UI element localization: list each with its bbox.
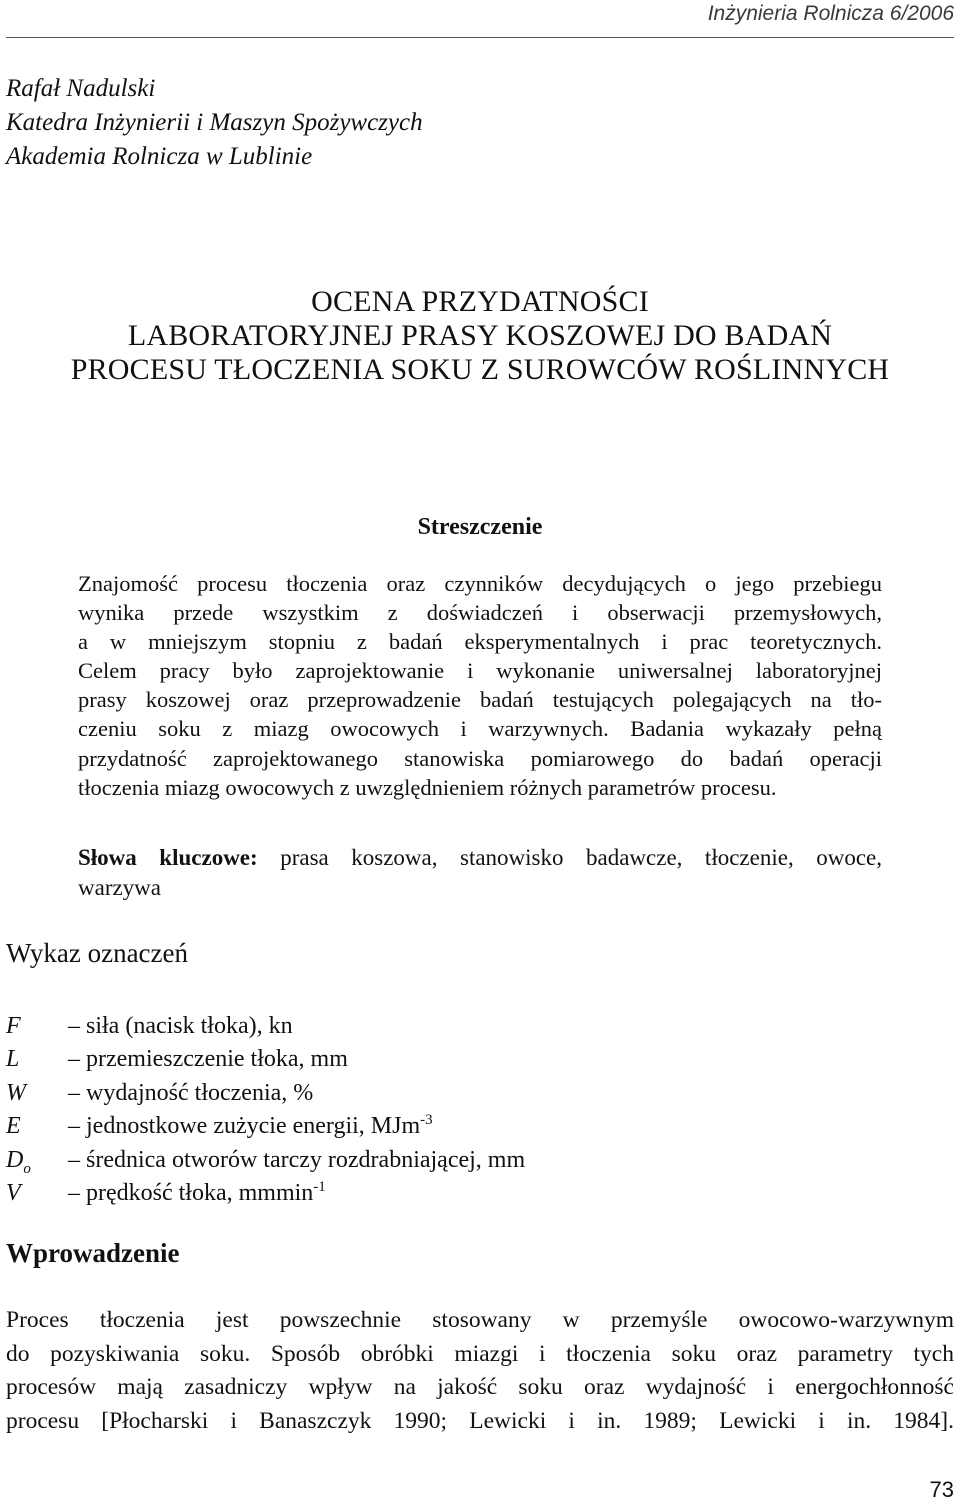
- notation-item: [6, 1171, 326, 1204]
- introduction-heading: Wprowadzenie: [6, 1238, 180, 1268]
- notation-heading: Wykaz oznaczeń: [6, 938, 188, 968]
- keywords-line-1: [78, 843, 882, 873]
- notation-definition: – średnica otworów tarczy rozdrabniającej, mm: [68, 1147, 526, 1173]
- keywords-list: prasa koszowa, stanowisko badawcze, tłoczenie, owoce,: [257, 845, 882, 870]
- abstract-line: czeniu soku z miazg owocowych i warzywnych. Badania wykazały pełną: [78, 716, 882, 742]
- abstract-body: [78, 569, 882, 802]
- introduction-line: Proces tłoczenia jest powszechnie stosowany w przemyśle owocowo-warzywnym: [6, 1307, 954, 1333]
- keywords-label: Słowa kluczowe:: [78, 845, 258, 870]
- notation-symbol: W: [6, 1080, 26, 1106]
- notation-item: [6, 1004, 293, 1037]
- abstract-line: a w mniejszym stopniu z badań eksperymentalnych i prac teoretycznych.: [78, 629, 882, 655]
- paper-title-line-1: OCENA PRZYDATNOŚCI: [311, 285, 649, 318]
- notation-item: [6, 1037, 348, 1070]
- notation-symbol: F: [6, 1013, 21, 1039]
- abstract-line: Celem pracy było zaprojektowanie i wykonanie uniwersalnej laboratoryjnej: [78, 658, 882, 684]
- notation-symbol: $D_o$: [6, 1147, 31, 1177]
- introduction-body: [6, 1304, 954, 1438]
- notation-definition: – siła (nacisk tłoka), kn: [68, 1013, 293, 1039]
- abstract-line: Znajomość procesu tłoczenia oraz czynników decydujących o jego przebiegu: [78, 571, 882, 596]
- author-name: Rafał Nadulski: [6, 75, 156, 102]
- abstract-line: tłoczenia miazg owocowych z uwzględnieniem różnych parametrów procesu.: [78, 774, 777, 800]
- notation-definition: – przemieszczenie tłoka, mm: [68, 1046, 348, 1072]
- abstract-line: przydatność zaprojektowanego stanowiska pomiarowego do badań operacji: [78, 745, 882, 771]
- introduction-line: do pozyskiwania soku. Sposób obróbki miazgi i tłoczenia soku oraz parametry tych: [6, 1340, 954, 1367]
- notation-symbol: V: [6, 1180, 21, 1206]
- author-department: Katedra Inżynierii i Maszyn Spożywczych: [6, 109, 423, 136]
- paper-title-line-3: PROCESU TŁOCZENIA SOKU Z SUROWCÓW ROŚLINNYCH: [70, 353, 890, 386]
- journal-header: Inżynieria Rolnicza 6/2006: [707, 2, 954, 25]
- paper-title-line-2: LABORATORYJNEJ PRASY KOSZOWEJ DO BADAŃ: [127, 319, 833, 352]
- notation-item: [6, 1138, 526, 1177]
- page-number: 73: [929, 1477, 954, 1502]
- keywords-line-2: warzywa: [78, 875, 162, 900]
- notation-item: [6, 1071, 313, 1104]
- header-rule: [6, 37, 954, 38]
- notation-definition: – jednostkowe zużycie energii, MJm$^{-3}$: [68, 1112, 433, 1139]
- notation-definition: – prędkość tłoka, mmmin$^{-1}$: [68, 1179, 326, 1206]
- abstract-line: prasy koszowej oraz przeprowadzenie badań testujących polegających na tło-: [78, 687, 882, 713]
- notation-definition: – wydajność tłoczenia, %: [68, 1080, 314, 1106]
- notation-item: [6, 1104, 433, 1137]
- introduction-line: procesu [Płocharski i Banaszczyk 1990; Lewicki i in. 1989; Lewicki i in. 1984].: [6, 1407, 954, 1434]
- notation-symbol: E: [6, 1113, 21, 1139]
- notation-symbol: L: [6, 1046, 20, 1072]
- keywords: [78, 843, 882, 903]
- introduction-line: procesów mają zasadniczy wpływ na jakość soku oraz wydajność i energochłonność: [6, 1374, 954, 1400]
- abstract-line: wynika przede wszystkim z doświadczeń i obserwacji przemysłowych,: [78, 600, 882, 626]
- abstract-heading: Streszczenie: [417, 514, 543, 540]
- author-institution: Akademia Rolnicza w Lublinie: [6, 143, 313, 170]
